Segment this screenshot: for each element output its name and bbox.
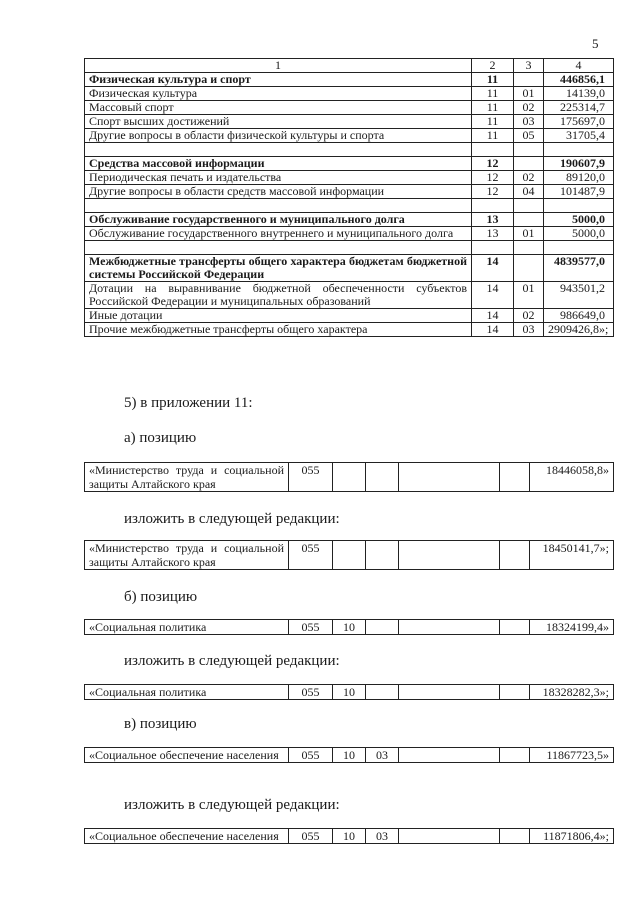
- blank-cell: [544, 199, 614, 213]
- row-subsection-code: 01: [514, 282, 544, 309]
- row-amount: 446856,1: [544, 73, 614, 87]
- table-row: [85, 282, 614, 309]
- position-name: «Министерство труда и социальной защиты Алтайского края: [85, 541, 289, 570]
- row-section-code: 11: [472, 101, 514, 115]
- row-name: Физическая культура: [85, 87, 472, 101]
- budget-table: [84, 58, 614, 337]
- blank-cell: [472, 199, 514, 213]
- paragraph-position-a: а) позицию: [124, 430, 197, 446]
- expense-type-code: [500, 748, 530, 763]
- row-name: Прочие межбюджетные трансферты общего характера: [85, 323, 472, 337]
- subsection-code: [366, 541, 399, 570]
- header-cell: 2: [472, 59, 514, 73]
- row-amount: 101487,9: [544, 185, 614, 199]
- paragraph-appendix-11: 5) в приложении 11:: [124, 395, 253, 411]
- table-header-row: [85, 59, 614, 73]
- blank-cell: [472, 143, 514, 157]
- row-table-6: [84, 828, 613, 844]
- position-row: [85, 463, 614, 492]
- row-name: Другие вопросы в области средств массовой информации: [85, 185, 472, 199]
- ministry-code: 055: [289, 541, 333, 570]
- row-subsection-code: 02: [514, 101, 544, 115]
- ministry-code: 055: [289, 463, 333, 492]
- row-section-code: 11: [472, 87, 514, 101]
- row-table-4: [84, 684, 613, 700]
- row-subsection-code: 03: [514, 115, 544, 129]
- row-section-code: 13: [472, 213, 514, 227]
- position-amount: 11867723,5»: [530, 748, 614, 763]
- target-article-code: [399, 829, 500, 844]
- row-subsection-code: [514, 157, 544, 171]
- row-amount: 4839577,0: [544, 255, 614, 282]
- row-amount: 190607,9: [544, 157, 614, 171]
- row-amount: 5000,0: [544, 213, 614, 227]
- position-name: «Социальная политика: [85, 620, 289, 635]
- header-cell: 4: [544, 59, 614, 73]
- section-code: 10: [333, 685, 366, 700]
- subsection-code: [366, 620, 399, 635]
- row-amount: 175697,0: [544, 115, 614, 129]
- subsection-code: [366, 463, 399, 492]
- section-row: [85, 255, 614, 282]
- expense-type-code: [500, 829, 530, 844]
- expense-type-code: [500, 685, 530, 700]
- ministry-code: 055: [289, 748, 333, 763]
- row-amount: 14139,0: [544, 87, 614, 101]
- target-article-code: [399, 541, 500, 570]
- subsection-code: 03: [366, 829, 399, 844]
- row-subsection-code: [514, 213, 544, 227]
- row-subsection-code: 01: [514, 87, 544, 101]
- position-row: [85, 541, 614, 570]
- position-amount: 18450141,7»;: [530, 541, 614, 570]
- row-name: Периодическая печать и издательства: [85, 171, 472, 185]
- paragraph-new-edition-a: изложить в следующей редакции:: [124, 511, 340, 527]
- ministry-code: 055: [289, 685, 333, 700]
- position-table: [84, 619, 614, 635]
- target-article-code: [399, 748, 500, 763]
- position-name: «Социальное обеспечение населения: [85, 829, 289, 844]
- blank-cell: [85, 143, 472, 157]
- position-table: [84, 462, 614, 492]
- blank-cell: [85, 241, 472, 255]
- row-name: Межбюджетные трансферты общего характера бюджетам бюджетной системы Российской Федерации: [85, 255, 472, 282]
- table-row: [85, 309, 614, 323]
- row-subsection-code: 01: [514, 227, 544, 241]
- section-row: [85, 157, 614, 171]
- paragraph-new-edition-c: изложить в следующей редакции:: [124, 797, 340, 813]
- position-amount: 18324199,4»: [530, 620, 614, 635]
- row-amount: 225314,7: [544, 101, 614, 115]
- table-row: [85, 101, 614, 115]
- blank-cell: [472, 241, 514, 255]
- blank-row: [85, 143, 614, 157]
- row-table-1: [84, 462, 613, 492]
- table-row: [85, 87, 614, 101]
- row-name: Средства массовой информации: [85, 157, 472, 171]
- target-article-code: [399, 463, 500, 492]
- blank-cell: [544, 143, 614, 157]
- row-section-code: 11: [472, 115, 514, 129]
- row-section-code: 14: [472, 282, 514, 309]
- row-amount: 986649,0: [544, 309, 614, 323]
- row-amount: 89120,0: [544, 171, 614, 185]
- row-amount: 943501,2: [544, 282, 614, 309]
- position-row: [85, 685, 614, 700]
- row-subsection-code: 05: [514, 129, 544, 143]
- position-table: [84, 540, 614, 570]
- position-table: [84, 684, 614, 700]
- blank-row: [85, 241, 614, 255]
- table-row: [85, 227, 614, 241]
- table-row: [85, 185, 614, 199]
- row-name: Обслуживание государственного внутреннего и муниципального долга: [85, 227, 472, 241]
- subsection-code: 03: [366, 748, 399, 763]
- row-section-code: 14: [472, 255, 514, 282]
- row-amount: 5000,0: [544, 227, 614, 241]
- position-name: «Министерство труда и социальной защиты Алтайского края: [85, 463, 289, 492]
- table-row: [85, 171, 614, 185]
- blank-cell: [85, 199, 472, 213]
- expense-type-code: [500, 620, 530, 635]
- section-code: 10: [333, 829, 366, 844]
- ministry-code: 055: [289, 620, 333, 635]
- row-section-code: 12: [472, 185, 514, 199]
- blank-row: [85, 199, 614, 213]
- row-subsection-code: 03: [514, 323, 544, 337]
- row-subsection-code: 04: [514, 185, 544, 199]
- paragraph-position-b: б) позицию: [124, 589, 198, 605]
- row-subsection-code: 02: [514, 171, 544, 185]
- table-row: [85, 129, 614, 143]
- row-section-code: 14: [472, 309, 514, 323]
- position-name: «Социальное обеспечение населения: [85, 748, 289, 763]
- section-row: [85, 73, 614, 87]
- row-name: Иные дотации: [85, 309, 472, 323]
- page-number: 5: [592, 36, 599, 51]
- row-name: Дотации на выравнивание бюджетной обеспеченности субъектов Российской Федерации и муниципальных образований: [85, 282, 472, 309]
- row-amount: 2909426,8»;: [544, 323, 614, 337]
- subsection-code: [366, 685, 399, 700]
- row-name: Обслуживание государственного и муниципального долга: [85, 213, 472, 227]
- paragraph-new-edition-b: изложить в следующей редакции:: [124, 653, 340, 669]
- expense-type-code: [500, 463, 530, 492]
- blank-cell: [514, 199, 544, 213]
- row-name: Физическая культура и спорт: [85, 73, 472, 87]
- row-section-code: 11: [472, 129, 514, 143]
- target-article-code: [399, 620, 500, 635]
- row-name: Спорт высших достижений: [85, 115, 472, 129]
- header-cell: 3: [514, 59, 544, 73]
- position-amount: 18446058,8»: [530, 463, 614, 492]
- position-row: [85, 748, 614, 763]
- header-cell: 1: [85, 59, 472, 73]
- section-code: 10: [333, 748, 366, 763]
- row-table-3: [84, 619, 613, 635]
- section-code: 10: [333, 620, 366, 635]
- section-code: [333, 463, 366, 492]
- row-section-code: 12: [472, 157, 514, 171]
- row-section-code: 14: [472, 323, 514, 337]
- expense-type-code: [500, 541, 530, 570]
- row-subsection-code: [514, 73, 544, 87]
- ministry-code: 055: [289, 829, 333, 844]
- row-subsection-code: [514, 255, 544, 282]
- position-amount: 18328282,3»;: [530, 685, 614, 700]
- section-code: [333, 541, 366, 570]
- row-section-code: 11: [472, 73, 514, 87]
- position-table: [84, 747, 614, 763]
- row-section-code: 12: [472, 171, 514, 185]
- row-subsection-code: 02: [514, 309, 544, 323]
- row-table-5: [84, 747, 613, 763]
- position-row: [85, 829, 614, 844]
- row-name: Массовый спорт: [85, 101, 472, 115]
- row-table-2: [84, 540, 613, 570]
- paragraph-position-c: в) позицию: [124, 716, 197, 732]
- position-row: [85, 620, 614, 635]
- section-row: [85, 213, 614, 227]
- target-article-code: [399, 685, 500, 700]
- blank-cell: [544, 241, 614, 255]
- position-name: «Социальная политика: [85, 685, 289, 700]
- table-row: [85, 323, 614, 337]
- blank-cell: [514, 143, 544, 157]
- blank-cell: [514, 241, 544, 255]
- position-table: [84, 828, 614, 844]
- position-amount: 11871806,4»;: [530, 829, 614, 844]
- table-row: [85, 115, 614, 129]
- row-amount: 31705,4: [544, 129, 614, 143]
- row-name: Другие вопросы в области физической культуры и спорта: [85, 129, 472, 143]
- row-section-code: 13: [472, 227, 514, 241]
